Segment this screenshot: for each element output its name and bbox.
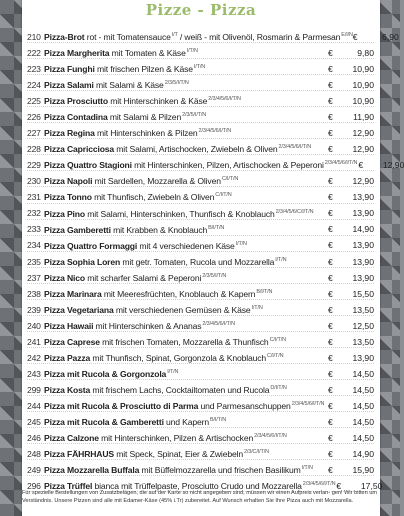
item-text: mit Hinterschinken & Käse (107, 96, 208, 107)
price-value: 6,90 (382, 31, 399, 42)
currency-symbol: € (328, 449, 333, 460)
item-price (328, 414, 374, 430)
price-value: 14,50 (352, 416, 374, 427)
allergen-codes: I/T/N (301, 465, 313, 472)
item-price (328, 334, 374, 350)
currency-symbol: € (328, 192, 333, 203)
menu-item (27, 332, 374, 348)
currency-symbol: € (328, 47, 333, 58)
item-name: Pizza Napoli (44, 176, 93, 187)
allergen-codes: I/T/N (193, 64, 206, 71)
price-value: 13,50 (352, 304, 374, 315)
item-number: 222 (27, 47, 41, 58)
item-name: Pizza Mozzarella Buffala (44, 465, 140, 476)
currency-symbol: € (328, 224, 333, 235)
item-number: 233 (27, 224, 41, 235)
price-value: 13,90 (352, 256, 374, 267)
item-text: mit Thunfisch, Zwiebeln & Oliven (91, 192, 215, 203)
item-name: Pizza Pazza (44, 352, 91, 363)
item-number: 224 (27, 80, 41, 90)
menu-item (27, 444, 374, 460)
price-value: 12,50 (352, 320, 374, 331)
allergen-codes: I/T/N (251, 304, 263, 311)
item-price (353, 29, 399, 45)
menu-item (27, 75, 374, 91)
allergen-codes: B/I/T/N (210, 417, 227, 424)
item-price (328, 221, 374, 237)
item-number: 230 (27, 176, 41, 187)
item-text: und Parmesanschuppen (198, 400, 291, 411)
item-text: mit Salami & Pilzen (107, 112, 182, 123)
menu-item (27, 348, 374, 364)
footnote: Für spezielle Bestellungen von Zusatzbelägen, die auf der Karte so nicht angegeben sind, müssen wir einen Aufpreis verlan- gen! Wir bitten um Verständnis. Unsere Pizzen sind alle mit Edamer-Käse (45% i.Tr) zubereitet. Auf Wunsch erhalten Sie Ihre Pizza auch mit Mozzarella. (22, 490, 378, 504)
item-text: mit scharfer Salami & Peperoni (85, 272, 202, 283)
price-value: 14,90 (352, 224, 374, 235)
item-name: Pizza Kosta (44, 384, 91, 395)
allergen-codes: 2/3/4/5/6/I/T/N (291, 401, 325, 408)
item-price (328, 189, 374, 205)
menu-item (27, 236, 374, 252)
item-text: mit Speck, Spinat, Eier & Zwiebeln (114, 449, 243, 460)
allergen-codes: B/I/T/N (256, 288, 273, 295)
menu-item (27, 316, 374, 332)
menu-item (27, 59, 374, 75)
price-value: 13,90 (352, 272, 374, 283)
allergen-codes: C/I/T/N (267, 352, 284, 359)
currency-symbol: € (328, 256, 333, 267)
currency-symbol: € (328, 96, 333, 107)
item-number: 248 (27, 449, 41, 460)
item-price (328, 205, 374, 221)
item-price (328, 446, 374, 462)
allergen-codes: 2/3/4/5/6/I/T/N (278, 144, 312, 151)
currency-symbol: € (328, 80, 333, 90)
item-text: mit Thunfisch, Spinat, Gorgonzola & Knoblauch (90, 352, 267, 363)
currency-symbol: € (328, 144, 333, 155)
price-value: 13,90 (352, 240, 374, 251)
allergen-codes: 2/3/4/5/6/I/T/N (208, 96, 241, 103)
item-price (328, 302, 374, 318)
item-text: und Kapern (163, 416, 209, 427)
allergen-codes: C/I/T/N (221, 176, 239, 183)
item-name: Pizza FÄHRHAUS (44, 449, 114, 460)
item-text: mit Salami, Artischocken, Zwiebeln & Oliven (114, 144, 278, 155)
item-number: 246 (27, 433, 41, 444)
item-number: 223 (27, 63, 41, 74)
allergen-codes: I/T (171, 32, 178, 38)
currency-symbol: € (336, 481, 342, 492)
item-text: mit Tomaten & Käse (109, 47, 186, 58)
item-text: mit verschiedenen Gemüsen & Käse (113, 304, 251, 315)
item-number: 210 (27, 31, 41, 42)
item-text: mit Hinterschinken, Pilzen & Artischocken (98, 433, 254, 444)
allergen-codes: 2/3/5/I/T/N (164, 80, 189, 87)
item-text: mit frischem Lachs, Cocktailtomaten und Rucola (90, 384, 270, 395)
item-text: mit Salami, Hinterschinken, Thunfisch & Knoblauch (85, 208, 275, 219)
item-number: 234 (27, 240, 41, 251)
currency-symbol: € (328, 384, 333, 395)
item-price (328, 45, 374, 61)
menu-item (27, 460, 374, 476)
menu-item (27, 364, 374, 380)
price-value: 12,90 (352, 176, 374, 187)
price-value: 13,50 (352, 336, 374, 347)
item-number: 225 (27, 96, 41, 107)
allergen-codes: I/T/N (186, 48, 198, 55)
allergen-codes: B/I/T/N (208, 224, 225, 231)
allergen-codes: 2/3/5/I/T/N (202, 272, 227, 279)
item-name: Pizza mit Rucola & Gorgonzola (44, 368, 167, 379)
item-number: 242 (27, 352, 41, 363)
item-name: Pizza Hawaii (44, 320, 94, 331)
item-name: Pizza mit Rucola & Gamberetti (44, 416, 164, 427)
allergen-codes: D/I/T/N (270, 385, 287, 392)
item-price (328, 173, 374, 189)
item-number: 231 (27, 192, 41, 203)
item-name: Pizza Prosciutto (44, 96, 108, 107)
item-name: Pizza Tonno (44, 192, 92, 203)
currency-symbol: € (328, 416, 333, 427)
item-price (328, 366, 374, 382)
item-price (328, 350, 374, 366)
currency-symbol: € (328, 368, 333, 379)
item-name: Pizza-Brot (44, 31, 85, 42)
menu-item (27, 380, 374, 396)
allergen-codes: 2/3/C/I/T/N (243, 449, 269, 456)
item-text: mit 4 verschiedenen Käse (137, 240, 235, 251)
menu-item (27, 171, 374, 187)
item-price (328, 125, 374, 141)
price-value: 15,50 (352, 288, 374, 299)
currency-symbol: € (328, 336, 333, 347)
item-text-2: / weiß - mit Olivenöl, Rosmarin & Parmesan (177, 31, 341, 42)
currency-symbol: € (328, 352, 333, 363)
item-price (328, 430, 374, 446)
item-number: 249 (27, 465, 41, 476)
item-number: 229 (27, 160, 41, 171)
item-text: mit Hinterschinken & Pilzen (94, 128, 198, 139)
menu-item (27, 204, 374, 220)
item-number: 243 (27, 368, 41, 379)
item-text: bianca mit Trüffelpaste, Prosciutto Crudo und Mozzarella (92, 481, 302, 492)
item-name: Pizza Gamberetti (44, 224, 111, 235)
allergen-codes: I/T/N (167, 368, 179, 375)
item-name: Pizza Quattro Formaggi (44, 240, 138, 251)
item-name: Pizza Capricciosa (44, 144, 115, 155)
allergen-codes: C/I/T/N (269, 336, 286, 343)
item-number: 228 (27, 144, 41, 155)
item-price (328, 61, 374, 77)
item-price (328, 398, 374, 414)
item-price (328, 93, 374, 109)
item-number: 241 (27, 336, 41, 347)
item-text: rot - mit Tomatensauce (84, 31, 171, 42)
item-name: Pizza Calzone (44, 433, 99, 444)
price-value: 14,50 (352, 368, 374, 379)
item-text: mit Hinterschinken, Pilzen, Artischocken & Peperoni (131, 160, 324, 171)
item-number: 296 (27, 481, 41, 492)
allergen-codes: 2/3/4/5/6/I/T/N (302, 481, 336, 488)
price-value: 10,90 (352, 96, 374, 107)
item-name: Pizza Caprese (44, 336, 100, 347)
menu-item (27, 27, 399, 43)
item-text: mit Hinterschinken & Ananas (93, 320, 202, 331)
item-price (358, 157, 404, 173)
price-value: 13,90 (352, 192, 374, 203)
price-value: 11,90 (353, 112, 374, 123)
currency-symbol: € (328, 176, 333, 187)
price-value: 13,90 (352, 352, 374, 363)
currency-symbol: € (328, 304, 333, 315)
item-text: mit getr. Tomaten, Rucola und Mozzarella (120, 256, 275, 267)
price-value: 9,80 (357, 47, 374, 58)
price-value: 14,50 (352, 400, 374, 411)
menu-item (27, 428, 374, 444)
item-number: 232 (27, 208, 41, 219)
price-value: 12,90 (382, 160, 404, 171)
price-value: 13,90 (352, 208, 374, 219)
item-name: Pizza Vegetariana (44, 304, 114, 315)
price-value: 12,90 (352, 128, 374, 139)
menu-item (27, 139, 374, 155)
item-number: 299 (27, 384, 41, 395)
menu-item (27, 284, 374, 300)
item-number: 244 (27, 400, 41, 411)
item-number: 227 (27, 128, 41, 139)
item-text: mit Krabben & Knoblauch (110, 224, 208, 235)
item-number: 239 (27, 304, 41, 315)
allergen-codes: C/I/T/N (215, 192, 232, 199)
item-price (328, 286, 374, 302)
currency-symbol: € (328, 433, 333, 444)
item-text: mit Büffelmozzarella und frischen Basilikum (139, 465, 301, 476)
menu-item (27, 91, 374, 107)
currency-symbol: € (328, 128, 333, 139)
menu-panel (22, 0, 404, 516)
item-price (328, 382, 374, 398)
menu-item (27, 252, 374, 268)
price-value: 10,90 (352, 63, 374, 74)
section-title: Pizze - Pizza (145, 1, 257, 19)
currency-symbol: € (328, 112, 333, 123)
menu-item (27, 43, 374, 59)
allergen-codes: 2/3/5/I/T/N (182, 112, 207, 119)
currency-symbol: € (328, 240, 333, 251)
currency-symbol: € (358, 160, 364, 171)
item-price (328, 318, 374, 334)
currency-symbol: € (328, 465, 333, 476)
item-number: 237 (27, 272, 41, 283)
currency-symbol: € (328, 400, 333, 411)
currency-symbol: € (328, 272, 333, 283)
currency-symbol: € (352, 31, 358, 42)
price-value: 15,90 (352, 465, 374, 476)
item-name: Pizza Marinara (44, 288, 102, 299)
price-value: 14,50 (352, 433, 374, 444)
item-name: Pizza Nico (44, 272, 86, 283)
menu-item (27, 155, 404, 171)
allergen-codes: 2/3/4/5/6/I/T/N (254, 433, 287, 440)
menu-item (27, 300, 374, 316)
item-name: Pizza Salami (44, 80, 94, 90)
allergen-codes: 2/3/4/5/6/I/T/N (324, 160, 358, 167)
price-value: 14,50 (352, 384, 374, 395)
price-value: 14,90 (352, 449, 374, 460)
item-text: mit Meeresfrüchten, Knoblauch & Kapern (101, 288, 256, 299)
currency-symbol: € (328, 208, 333, 219)
item-number: 240 (27, 320, 41, 331)
item-name: Pizza Trüffel (44, 481, 93, 492)
item-price (328, 254, 374, 270)
item-number: 226 (27, 112, 41, 123)
allergen-codes: 2/3/4/5/6/C/I/T/N (275, 208, 314, 215)
item-text: mit Sardellen, Mozzarella & Oliven (92, 176, 221, 187)
item-price (328, 109, 374, 125)
price-value: 17,50 (360, 481, 383, 492)
item-price (328, 237, 374, 253)
item-name: Pizza Quattro Stagioni (44, 160, 132, 171)
allergen-codes: I/T/N (235, 240, 247, 247)
menu-item (27, 268, 374, 284)
item-name: Pizza Regina (44, 128, 95, 139)
item-name: Pizza Margherita (44, 47, 110, 58)
allergen-codes: 2/3/4/5/6/I/T/N (198, 128, 232, 135)
menu-item (27, 187, 374, 203)
menu-item (27, 107, 374, 123)
menu-item (27, 220, 374, 236)
price-value: 10,90 (352, 80, 374, 90)
item-text: mit frischen Pilzen & Käse (94, 63, 193, 74)
price-value: 12,90 (352, 144, 374, 155)
item-price (328, 270, 374, 286)
item-name: Pizza mit Rucola & Prosciutto di Parma (44, 400, 199, 411)
item-number: 235 (27, 256, 41, 267)
allergen-codes: I/T/N (275, 256, 287, 263)
menu-item (27, 412, 374, 428)
item-name: Pizza Contadina (44, 112, 108, 123)
menu-item (27, 123, 374, 139)
currency-symbol: € (328, 320, 333, 331)
item-price (328, 77, 374, 93)
item-name: Pizza Sophia Loren (44, 256, 121, 267)
item-text: mit frischen Tomaten, Mozzarella & Thunfisch (99, 336, 269, 347)
menu-list (27, 27, 404, 492)
allergen-codes: 2/3/4/5/6/I/T/N (202, 320, 235, 327)
allergen-codes-2: E/I/N (341, 32, 353, 38)
item-name: Pizza Funghi (44, 63, 95, 74)
item-number: 238 (27, 288, 41, 299)
currency-symbol: € (328, 288, 333, 299)
menu-item (27, 396, 374, 412)
item-name: Pizza Pino (44, 208, 85, 219)
currency-symbol: € (328, 63, 333, 74)
item-number: 245 (27, 416, 41, 427)
item-text: mit Salami & Käse (93, 80, 164, 90)
